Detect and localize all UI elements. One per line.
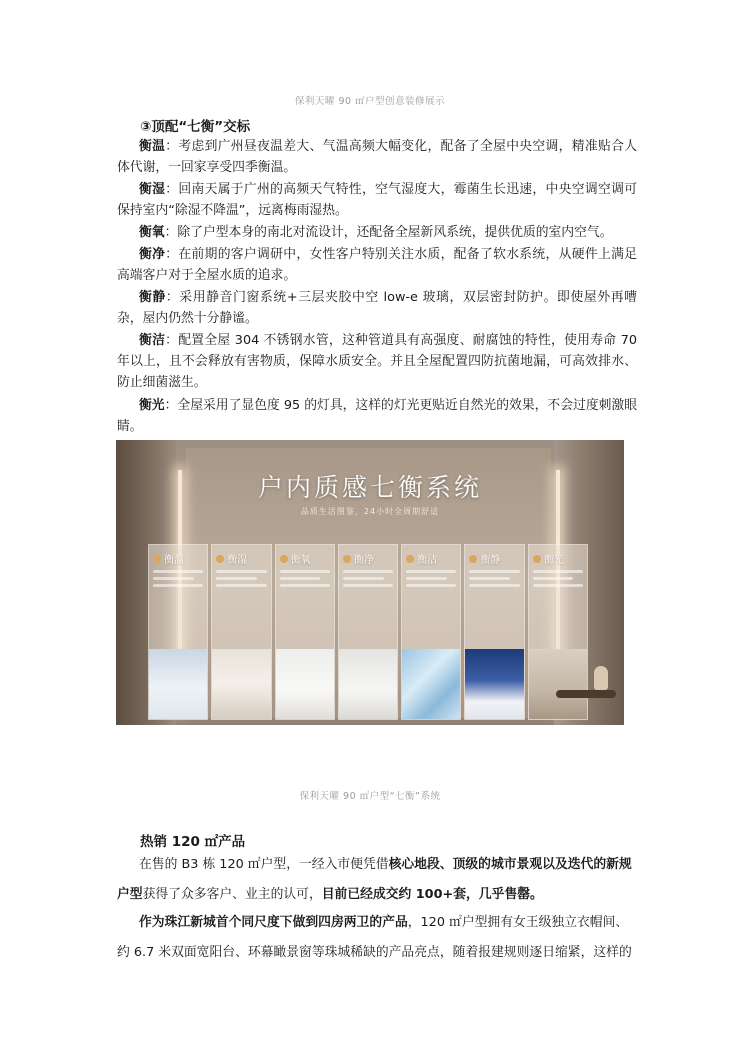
white-interior-photo xyxy=(339,649,397,719)
hot-product-heading: 热销 120 ㎡产品 xyxy=(140,834,246,850)
system-icon xyxy=(469,555,477,563)
card-title: 衡氧 xyxy=(290,555,311,566)
side-table xyxy=(556,690,616,698)
card-title: 衡洁 xyxy=(417,555,438,566)
term-label: 衡湿 xyxy=(139,182,166,197)
woman-relaxing-photo xyxy=(212,649,270,719)
hot-product-paragraph-2: 作为珠江新城首个同尺度下做到四房两卫的产品，120 ㎡户型拥有女王级独立衣帽间、约 6.7 米双面宽阳台、环幕瞰景窗等珠城稀缺的产品亮点，随着报建规则逐日缩紧，这样的 xyxy=(117,915,632,960)
term-label: 衡净 xyxy=(139,247,166,262)
system-card-heng-jing-quiet xyxy=(464,544,524,720)
image-caption-bottom: 保利天曜 90 ㎡户型“七衡”系统 xyxy=(299,791,441,802)
section-heading: ③顶配“七衡”交标 xyxy=(140,119,251,135)
system-card-heng-jie xyxy=(401,544,461,720)
paragraph-heng-shi xyxy=(117,179,637,221)
sleeping-woman-photo xyxy=(465,649,523,719)
system-card-heng-shi xyxy=(211,544,271,720)
system-icon xyxy=(153,555,161,563)
ambient-light-photo xyxy=(529,649,587,719)
bright-room-photo xyxy=(276,649,334,719)
system-icon xyxy=(216,555,224,563)
system-card-heng-wen xyxy=(148,544,208,720)
term-label: 衡洁 xyxy=(139,333,166,348)
paragraph-heng-guang xyxy=(117,395,637,437)
card-title: 衡光 xyxy=(543,555,564,566)
paragraph-heng-jie xyxy=(117,330,637,393)
paragraph-heng-wen xyxy=(117,136,637,178)
snow-forest-photo xyxy=(149,649,207,719)
term-label: 衡光 xyxy=(139,398,165,413)
water-texture-photo xyxy=(402,649,460,719)
term-label: 衡温 xyxy=(139,139,166,154)
term-text: ：在前期的客户调研中，女性客户特别关注水质，配备了软水系统，从硬件上满足高端客户对于全屋水质的追求。 xyxy=(117,247,638,283)
seven-balance-banner-image xyxy=(116,440,624,725)
system-icon xyxy=(280,555,288,563)
banner-subtitle: 品质生活图鉴，24小时全周期舒适 xyxy=(300,507,440,516)
system-cards xyxy=(148,544,588,720)
banner-title: 户内质感七衡系统 xyxy=(257,473,482,502)
term-text: ：回南天属于广州的高频天气特性，空气湿度大，霉菌生长迅速，中央空调空调可保持室内“除湿不降温”，远离梅雨湿热。 xyxy=(117,182,638,218)
term-text: ：配置全屋 304 不锈钢水管，这种管道具有高强度、耐腐蚀的特性，使用寿命 70 年以上，且不会释放有害物质，保障水质安全。并且全屋配置四防抗菌地漏，可高效排水、防止细菌滋生。 xyxy=(117,333,637,390)
term-text: ：除了户型本身的南北对流设计，还配备全屋新风系统，提供优质的室内空气。 xyxy=(164,225,613,240)
hot-product-paragraph-1: 在售的 B3 栋 120 ㎡户型，一经入市便凭借核心地段、顶级的城市景观以及迭代的新规户型获得了众多客户、业主的认可，目前已经成交约 100+套，几乎售罄。 xyxy=(117,857,632,902)
card-title: 衡静 xyxy=(480,555,501,566)
table-lamp xyxy=(594,666,608,690)
paragraph-heng-jing-water xyxy=(117,244,637,286)
term-label: 衡氧 xyxy=(139,225,165,240)
paragraph-heng-jing-quiet xyxy=(117,287,637,329)
card-title: 衡温 xyxy=(164,555,184,566)
system-icon xyxy=(343,555,351,563)
paragraph-heng-yang xyxy=(117,222,637,243)
image-caption-top: 保利天曜 90 ㎡户型创意装修展示 xyxy=(294,96,446,107)
system-card-heng-yang xyxy=(275,544,335,720)
system-icon xyxy=(533,555,541,563)
term-text: ：考虑到广州昼夜温差大、气温高频大幅变化，配备了全屋中央空调，精准贴合人体代谢，一回家享受四季衡温。 xyxy=(117,139,638,175)
card-title: 衡净 xyxy=(353,555,374,566)
system-icon xyxy=(406,555,414,563)
card-title: 衡湿 xyxy=(227,555,248,566)
term-label: 衡静 xyxy=(139,290,166,305)
system-card-heng-jing-water xyxy=(338,544,398,720)
term-text: ：采用静音门窗系统+三层夹胶中空 low-e 玻璃，双层密封防护。即使屋外再嘈杂，屋内仍然十分静谧。 xyxy=(117,290,638,326)
term-text: ：全屋采用了显色度 95 的灯具，这样的灯光更贴近自然光的效果，不会过度刺激眼睛。 xyxy=(117,398,638,434)
